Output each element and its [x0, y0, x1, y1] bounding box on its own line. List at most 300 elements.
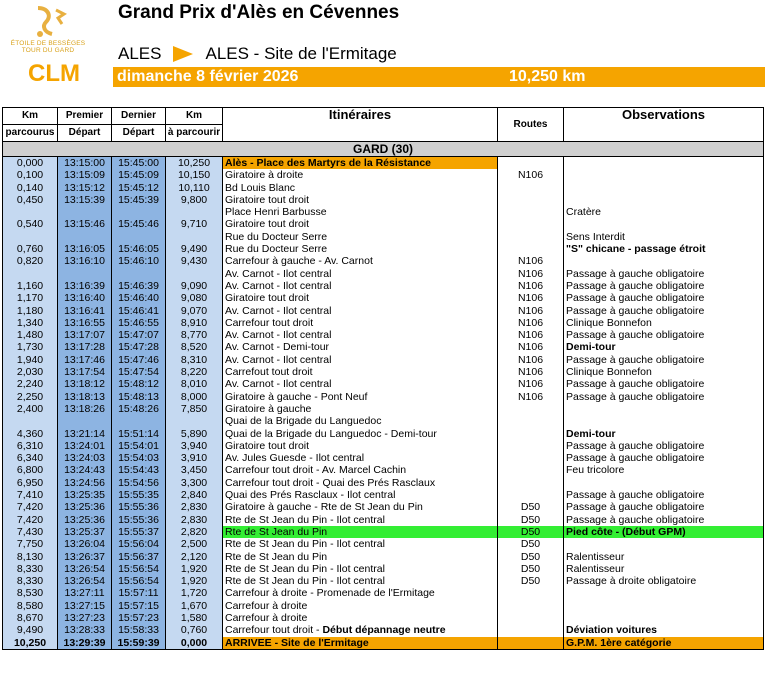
observation-cell: Passage à droite obligatoire — [564, 575, 764, 587]
observation-cell — [564, 194, 764, 206]
itineraire-cell: Av. Carnot - Ilot central — [223, 354, 498, 366]
route-cell — [498, 587, 564, 599]
observation-cell: Passage à gauche obligatoire — [564, 378, 764, 390]
itineraire-cell: Place Henri Barbusse — [223, 206, 498, 218]
premier-depart-cell: 13:26:54 — [58, 575, 112, 587]
dernier-depart-cell: 15:48:26 — [112, 403, 166, 415]
km-parcourus-cell: 2,250 — [3, 391, 58, 403]
table-row — [3, 452, 764, 464]
km-restant-cell: 9,080 — [166, 292, 223, 304]
dernier-depart-cell: 15:54:01 — [112, 440, 166, 452]
route-cell — [498, 194, 564, 206]
table-row — [3, 194, 764, 206]
dernier-depart-cell — [112, 415, 166, 427]
route-cell: D50 — [498, 538, 564, 550]
itineraire-cell: Rue du Docteur Serre — [223, 231, 498, 243]
route-cell — [498, 428, 564, 440]
km-parcourus-cell: 1,340 — [3, 317, 58, 329]
table-row — [3, 526, 764, 538]
stage-type: CLM — [28, 60, 80, 87]
km-restant-cell: 1,580 — [166, 612, 223, 624]
observation-cell: Clinique Bonnefon — [564, 366, 764, 378]
dernier-depart-cell: 15:45:09 — [112, 169, 166, 181]
table-row — [3, 612, 764, 624]
table-row — [3, 354, 764, 366]
observation-cell: "S" chicane - passage étroit — [564, 243, 764, 255]
km-restant-cell: 8,910 — [166, 317, 223, 329]
observation-cell — [564, 587, 764, 599]
route-cell: N106 — [498, 391, 564, 403]
itineraire-cell: Carrefour tout droit — [223, 317, 498, 329]
premier-depart-cell: 13:26:54 — [58, 563, 112, 575]
table-row — [3, 255, 764, 267]
premier-depart-cell — [58, 415, 112, 427]
table-row — [3, 428, 764, 440]
route-cell — [498, 206, 564, 218]
observation-cell — [564, 600, 764, 612]
km-restant-cell: 3,450 — [166, 464, 223, 476]
route-cell: N106 — [498, 329, 564, 341]
km-parcourus-cell: 7,410 — [3, 489, 58, 501]
premier-depart-cell: 13:25:37 — [58, 526, 112, 538]
table-row — [3, 317, 764, 329]
premier-depart-cell: 13:25:36 — [58, 501, 112, 513]
dernier-depart-cell: 15:56:04 — [112, 538, 166, 550]
table-row — [3, 440, 764, 452]
route-cell — [498, 182, 564, 194]
observation-cell: Passage à gauche obligatoire — [564, 489, 764, 501]
arrow-right-icon — [173, 46, 193, 62]
premier-depart-cell: 13:29:39 — [58, 637, 112, 650]
km-parcourus-cell: 6,310 — [3, 440, 58, 452]
dernier-depart-cell: 15:45:00 — [112, 157, 166, 170]
premier-depart-cell: 13:24:01 — [58, 440, 112, 452]
dernier-depart-cell: 15:47:07 — [112, 329, 166, 341]
itineraire-cell: Av. Jules Guesde - Ilot central — [223, 452, 498, 464]
premier-depart-cell: 13:16:10 — [58, 255, 112, 267]
table-row — [3, 391, 764, 403]
km-restant-cell: 1,920 — [166, 575, 223, 587]
km-restant-cell: 8,520 — [166, 341, 223, 353]
itineraire-cell: Giratoire tout droit — [223, 194, 498, 206]
premier-depart-cell: 13:18:26 — [58, 403, 112, 415]
premier-depart-cell: 13:25:35 — [58, 489, 112, 501]
table-row — [3, 206, 764, 218]
itineraire-cell: Av. Carnot - Ilot central — [223, 268, 498, 280]
km-parcourus-cell: 1,730 — [3, 341, 58, 353]
dernier-depart-cell: 15:54:03 — [112, 452, 166, 464]
route-cell — [498, 452, 564, 464]
itinerary-table — [2, 107, 764, 650]
km-parcourus-cell: 6,800 — [3, 464, 58, 476]
km-restant-cell: 2,820 — [166, 526, 223, 538]
km-parcourus-cell — [3, 268, 58, 280]
observation-cell: Passage à gauche obligatoire — [564, 280, 764, 292]
dernier-depart-cell: 15:55:35 — [112, 489, 166, 501]
col-km-parcourus-sub: parcourus — [3, 125, 58, 142]
date-band — [113, 67, 765, 87]
observation-cell: Déviation voitures — [564, 624, 764, 636]
route-cell — [498, 403, 564, 415]
observation-cell: Feu tricolore — [564, 464, 764, 476]
route-cell: D50 — [498, 526, 564, 538]
itineraire-cell: Carrefour tout droit - Quai des Prés Rasclaux — [223, 477, 498, 489]
premier-depart-cell: 13:24:03 — [58, 452, 112, 464]
km-parcourus-cell: 1,160 — [3, 280, 58, 292]
itineraire-cell: Rte de St Jean du Pin - Ilot central — [223, 575, 498, 587]
observation-cell: Passage à gauche obligatoire — [564, 329, 764, 341]
col-km-restant-sub: à parcourir — [166, 125, 223, 142]
itineraire-cell: Av. Carnot - Ilot central — [223, 280, 498, 292]
table-row — [3, 477, 764, 489]
observation-cell: Ralentisseur — [564, 551, 764, 563]
itineraire-cell: Carrefout tout droit — [223, 366, 498, 378]
km-restant-cell — [166, 415, 223, 427]
route-cell — [498, 624, 564, 636]
premier-depart-cell: 13:16:39 — [58, 280, 112, 292]
route-cell — [498, 157, 564, 170]
col-dernier-sub: Départ — [112, 125, 166, 142]
dernier-depart-cell: 15:46:10 — [112, 255, 166, 267]
route-cell: N106 — [498, 292, 564, 304]
race-distance: 10,250 km — [509, 68, 586, 85]
table-row — [3, 182, 764, 194]
race-logo — [0, 0, 100, 90]
col-premier: Premier — [58, 108, 112, 125]
table-row — [3, 464, 764, 476]
km-parcourus-cell: 8,330 — [3, 563, 58, 575]
km-restant-cell: 7,850 — [166, 403, 223, 415]
route-cell — [498, 243, 564, 255]
premier-depart-cell: 13:15:09 — [58, 169, 112, 181]
km-restant-cell: 0,000 — [166, 637, 223, 650]
dernier-depart-cell: 15:46:39 — [112, 280, 166, 292]
route-cell: N106 — [498, 305, 564, 317]
observation-cell: Passage à gauche obligatoire — [564, 268, 764, 280]
km-parcourus-cell — [3, 415, 58, 427]
itineraire-cell: Giratoire tout droit — [223, 440, 498, 452]
km-parcourus-cell: 4,360 — [3, 428, 58, 440]
route-cell: N106 — [498, 255, 564, 267]
premier-depart-cell: 13:27:23 — [58, 612, 112, 624]
premier-depart-cell: 13:18:12 — [58, 378, 112, 390]
table-row — [3, 514, 764, 526]
km-parcourus-cell: 8,530 — [3, 587, 58, 599]
km-restant-cell: 1,720 — [166, 587, 223, 599]
itineraire-cell: Carrefour à droite — [223, 612, 498, 624]
route-cell — [498, 440, 564, 452]
premier-depart-cell: 13:17:28 — [58, 341, 112, 353]
km-restant-cell: 5,890 — [166, 428, 223, 440]
table-row — [3, 157, 764, 170]
dernier-depart-cell: 15:47:54 — [112, 366, 166, 378]
dernier-depart-cell: 15:58:33 — [112, 624, 166, 636]
route-cell: D50 — [498, 551, 564, 563]
route-cell — [498, 600, 564, 612]
dernier-depart-cell: 15:45:12 — [112, 182, 166, 194]
table-row — [3, 169, 764, 181]
route-cell — [498, 464, 564, 476]
premier-depart-cell — [58, 231, 112, 243]
km-parcourus-cell: 0,450 — [3, 194, 58, 206]
table-row — [3, 637, 764, 650]
itineraire-cell: Carrefour à droite - Promenade de l'Ermitage — [223, 587, 498, 599]
itineraire-cell: Giratoire à gauche — [223, 403, 498, 415]
dernier-depart-cell: 15:47:46 — [112, 354, 166, 366]
premier-depart-cell: 13:15:12 — [58, 182, 112, 194]
table-row — [3, 538, 764, 550]
km-parcourus-cell: 1,480 — [3, 329, 58, 341]
dernier-depart-cell: 15:55:37 — [112, 526, 166, 538]
col-itineraires: Itinéraires — [223, 108, 498, 142]
route-cell — [498, 415, 564, 427]
observation-cell: Sens Interdit — [564, 231, 764, 243]
km-parcourus-cell: 0,760 — [3, 243, 58, 255]
table-row — [3, 415, 764, 427]
km-restant-cell: 9,800 — [166, 194, 223, 206]
premier-depart-cell: 13:17:07 — [58, 329, 112, 341]
dernier-depart-cell: 15:55:36 — [112, 514, 166, 526]
km-parcourus-cell: 0,140 — [3, 182, 58, 194]
km-restant-cell: 1,670 — [166, 600, 223, 612]
premier-depart-cell: 13:21:14 — [58, 428, 112, 440]
observation-cell: Cratère — [564, 206, 764, 218]
km-restant-cell: 9,070 — [166, 305, 223, 317]
route-cell — [498, 612, 564, 624]
table-row — [3, 231, 764, 243]
observation-cell: Passage à gauche obligatoire — [564, 354, 764, 366]
itineraire-cell: Carrefour tout droit - Av. Marcel Cachin — [223, 464, 498, 476]
observation-cell — [564, 612, 764, 624]
km-restant-cell: 2,830 — [166, 501, 223, 513]
page-title: Grand Prix d'Alès en Cévennes — [118, 2, 400, 23]
km-restant-cell: 8,770 — [166, 329, 223, 341]
table-row — [3, 501, 764, 513]
observation-cell: Passage à gauche obligatoire — [564, 292, 764, 304]
itineraire-cell: Carrefour à droite — [223, 600, 498, 612]
dernier-depart-cell — [112, 231, 166, 243]
route-cell: D50 — [498, 575, 564, 587]
itineraire-cell: Bd Louis Blanc — [223, 182, 498, 194]
observation-cell: Pied côte - (Début GPM) — [564, 526, 764, 538]
table-row — [3, 366, 764, 378]
observation-cell: G.P.M. 1ère catégorie — [564, 637, 764, 650]
premier-depart-cell: 13:24:56 — [58, 477, 112, 489]
department-label: GARD (30) — [3, 142, 764, 157]
itineraire-cell: Giratoire à droite — [223, 169, 498, 181]
route-cell — [498, 218, 564, 230]
km-restant-cell: 1,920 — [166, 563, 223, 575]
table-row — [3, 489, 764, 501]
department-row — [3, 142, 764, 157]
itineraire-cell: Rue du Docteur Serre — [223, 243, 498, 255]
premier-depart-cell: 13:16:41 — [58, 305, 112, 317]
route-cell — [498, 231, 564, 243]
observation-cell — [564, 403, 764, 415]
km-restant-cell: 2,830 — [166, 514, 223, 526]
dernier-depart-cell: 15:56:37 — [112, 551, 166, 563]
observation-cell: Demi-tour — [564, 341, 764, 353]
table-row — [3, 551, 764, 563]
km-parcourus-cell: 2,240 — [3, 378, 58, 390]
route-cell — [498, 637, 564, 650]
km-parcourus-cell: 1,170 — [3, 292, 58, 304]
observation-cell — [564, 255, 764, 267]
km-restant-cell — [166, 231, 223, 243]
col-dernier: Dernier — [112, 108, 166, 125]
table-row — [3, 341, 764, 353]
premier-depart-cell: 13:24:43 — [58, 464, 112, 476]
km-parcourus-cell: 7,430 — [3, 526, 58, 538]
observation-cell — [564, 538, 764, 550]
col-routes: Routes — [498, 108, 564, 142]
table-row — [3, 243, 764, 255]
dernier-depart-cell: 15:48:13 — [112, 391, 166, 403]
premier-depart-cell: 13:25:36 — [58, 514, 112, 526]
table-row — [3, 268, 764, 280]
km-parcourus-cell: 8,580 — [3, 600, 58, 612]
table-header-row-1 — [3, 108, 764, 125]
dernier-depart-cell: 15:59:39 — [112, 637, 166, 650]
km-restant-cell — [166, 206, 223, 218]
premier-depart-cell: 13:28:33 — [58, 624, 112, 636]
observation-cell: Passage à gauche obligatoire — [564, 391, 764, 403]
km-restant-cell: 9,430 — [166, 255, 223, 267]
dernier-depart-cell: 15:57:15 — [112, 600, 166, 612]
race-date: dimanche 8 février 2026 — [117, 68, 299, 85]
premier-depart-cell — [58, 206, 112, 218]
premier-depart-cell: 13:17:46 — [58, 354, 112, 366]
km-parcourus-cell: 0,100 — [3, 169, 58, 181]
premier-depart-cell: 13:15:39 — [58, 194, 112, 206]
finish-town: ALES - Site de l'Ermitage — [205, 44, 397, 63]
km-restant-cell: 10,110 — [166, 182, 223, 194]
route-cell: N106 — [498, 280, 564, 292]
table-row — [3, 575, 764, 587]
itineraire-cell: Carrefour à gauche - Av. Carnot — [223, 255, 498, 267]
dernier-depart-cell: 15:46:41 — [112, 305, 166, 317]
premier-depart-cell: 13:16:55 — [58, 317, 112, 329]
km-restant-cell: 3,910 — [166, 452, 223, 464]
col-km-parcourus: Km — [3, 108, 58, 125]
observation-cell: Passage à gauche obligatoire — [564, 514, 764, 526]
route-cell: N106 — [498, 366, 564, 378]
km-restant-cell: 9,490 — [166, 243, 223, 255]
dernier-depart-cell — [112, 268, 166, 280]
observation-cell: Ralentisseur — [564, 563, 764, 575]
route-cell — [498, 489, 564, 501]
itineraire-cell: Rte de St Jean du Pin - Ilot central — [223, 514, 498, 526]
premier-depart-cell: 13:27:15 — [58, 600, 112, 612]
premier-depart-cell: 13:18:13 — [58, 391, 112, 403]
km-parcourus-cell: 7,750 — [3, 538, 58, 550]
itineraire-cell: ARRIVEE - Site de l'Ermitage — [223, 637, 498, 650]
km-parcourus-cell: 8,130 — [3, 551, 58, 563]
itineraire-cell: Alès - Place des Martyrs de la Résistance — [223, 157, 498, 170]
col-observations: Observations — [564, 108, 764, 142]
dernier-depart-cell — [112, 206, 166, 218]
dernier-depart-cell: 15:56:54 — [112, 575, 166, 587]
table-row — [3, 403, 764, 415]
route-cell: D50 — [498, 501, 564, 513]
itineraire-cell: Giratoire tout droit — [223, 292, 498, 304]
observation-cell — [564, 182, 764, 194]
premier-depart-cell — [58, 268, 112, 280]
km-restant-cell: 10,250 — [166, 157, 223, 170]
itineraire-cell: Rte de St Jean du Pin - Ilot central — [223, 538, 498, 550]
km-restant-cell: 0,760 — [166, 624, 223, 636]
km-restant-cell: 8,310 — [166, 354, 223, 366]
observation-cell — [564, 169, 764, 181]
km-restant-cell: 8,010 — [166, 378, 223, 390]
dernier-depart-cell: 15:46:05 — [112, 243, 166, 255]
km-restant-cell: 8,220 — [166, 366, 223, 378]
itineraire-cell: Av. Carnot - Demi-tour — [223, 341, 498, 353]
km-parcourus-cell: 1,940 — [3, 354, 58, 366]
dernier-depart-cell: 15:54:43 — [112, 464, 166, 476]
km-parcourus-cell: 6,340 — [3, 452, 58, 464]
km-parcourus-cell: 10,250 — [3, 637, 58, 650]
km-parcourus-cell: 8,330 — [3, 575, 58, 587]
table-row — [3, 280, 764, 292]
route-cell: N106 — [498, 354, 564, 366]
km-parcourus-cell: 2,030 — [3, 366, 58, 378]
dernier-depart-cell: 15:57:11 — [112, 587, 166, 599]
dernier-depart-cell: 15:48:12 — [112, 378, 166, 390]
dernier-depart-cell: 15:45:39 — [112, 194, 166, 206]
dernier-depart-cell: 15:56:54 — [112, 563, 166, 575]
observation-cell — [564, 415, 764, 427]
km-parcourus-cell — [3, 231, 58, 243]
table-row — [3, 378, 764, 390]
itineraire-cell: Quai des Prés Rasclaux - Ilot central — [223, 489, 498, 501]
premier-depart-cell: 13:15:46 — [58, 218, 112, 230]
itineraire-cell: Rte de St Jean du Pin — [223, 526, 498, 538]
km-parcourus-cell: 7,420 — [3, 514, 58, 526]
km-restant-cell — [166, 268, 223, 280]
km-parcourus-cell: 0,540 — [3, 218, 58, 230]
km-restant-cell: 9,710 — [166, 218, 223, 230]
km-restant-cell: 8,000 — [166, 391, 223, 403]
itineraire-cell: Quai de la Brigade du Languedoc - Demi-tour — [223, 428, 498, 440]
itineraire-cell: Giratoire à gauche - Pont Neuf — [223, 391, 498, 403]
km-parcourus-cell: 6,950 — [3, 477, 58, 489]
itineraire-cell: Rte de St Jean du Pin - Ilot central — [223, 563, 498, 575]
premier-depart-cell: 13:16:40 — [58, 292, 112, 304]
itineraire-cell: Av. Carnot - Ilot central — [223, 329, 498, 341]
dernier-depart-cell: 15:55:36 — [112, 501, 166, 513]
premier-depart-cell: 13:16:05 — [58, 243, 112, 255]
premier-depart-cell: 13:26:37 — [58, 551, 112, 563]
dernier-depart-cell: 15:47:28 — [112, 341, 166, 353]
km-restant-cell: 3,300 — [166, 477, 223, 489]
km-parcourus-cell: 9,490 — [3, 624, 58, 636]
observation-cell: Clinique Bonnefon — [564, 317, 764, 329]
km-parcourus-cell: 7,420 — [3, 501, 58, 513]
observation-cell: Passage à gauche obligatoire — [564, 452, 764, 464]
col-km-restant: Km — [166, 108, 223, 125]
itineraire-cell: Carrefour tout droit - Début dépannage neutre — [223, 624, 498, 636]
table-row — [3, 624, 764, 636]
premier-depart-cell: 13:27:11 — [58, 587, 112, 599]
km-restant-cell: 10,150 — [166, 169, 223, 181]
table-row — [3, 218, 764, 230]
km-restant-cell: 3,940 — [166, 440, 223, 452]
observation-cell — [564, 157, 764, 170]
km-parcourus-cell — [3, 206, 58, 218]
km-parcourus-cell: 1,180 — [3, 305, 58, 317]
km-restant-cell: 2,120 — [166, 551, 223, 563]
